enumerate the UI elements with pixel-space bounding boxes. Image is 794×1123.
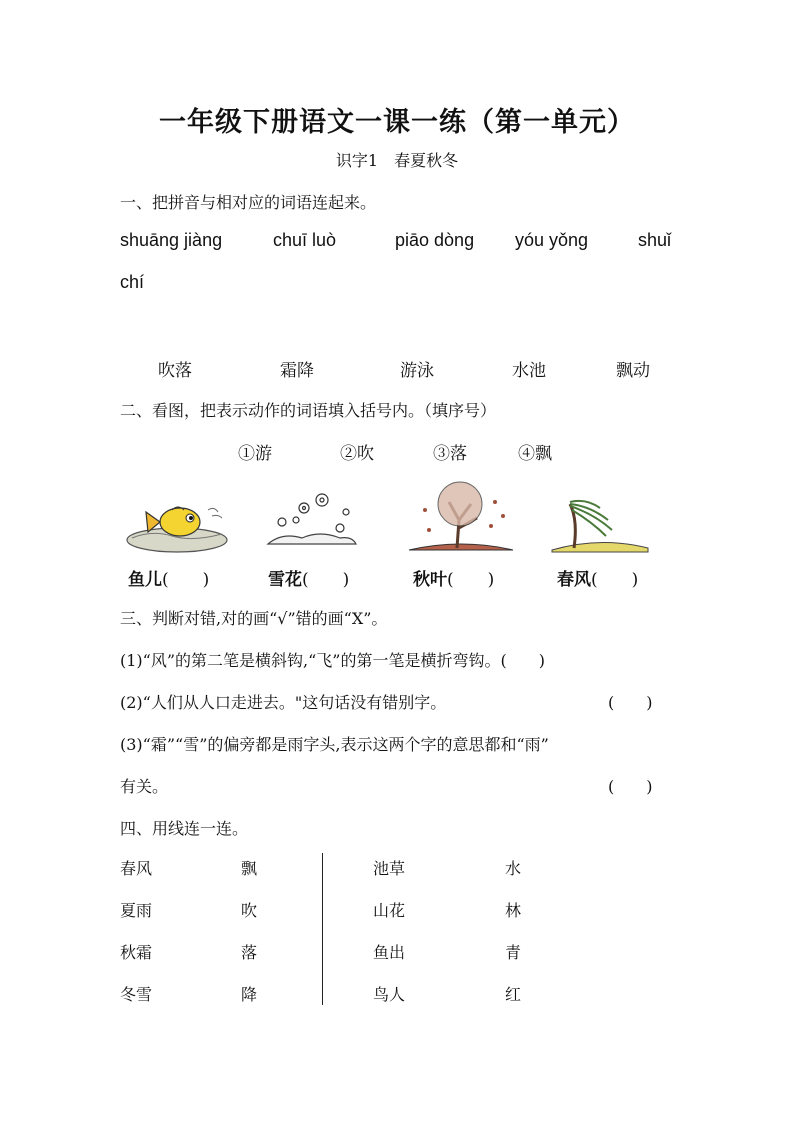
match-word: 林 xyxy=(505,901,522,920)
spring-wind-image xyxy=(550,480,650,558)
section1-heading: 一、把拼音与相对应的词语连起来。 xyxy=(120,193,377,212)
page-title: 一年级下册语文一课一练（第一单元） xyxy=(159,107,635,138)
fish-image xyxy=(122,480,234,558)
section3-heading: 三、判断对错,对的画“√”错的画“X”。 xyxy=(120,609,388,628)
option-item: ②吹 xyxy=(340,444,374,464)
pinyin-item: yóu yǒng xyxy=(515,230,589,250)
option-item: ①游 xyxy=(238,444,272,464)
word-item: 霜降 xyxy=(280,361,314,381)
pinyin-item: piāo dòng xyxy=(395,230,475,250)
match-word: 红 xyxy=(505,985,522,1004)
section4-heading: 四、用线连一连。 xyxy=(120,819,249,838)
autumn-leaf-label: 秋叶( ) xyxy=(413,570,495,590)
match-word: 池草 xyxy=(373,859,406,878)
match-word: 春风 xyxy=(120,859,153,878)
match-word: 秋霜 xyxy=(120,943,153,962)
word-item: 游泳 xyxy=(400,361,434,381)
spring-wind-label: 春风( ) xyxy=(557,570,639,590)
match-word: 山花 xyxy=(373,901,406,920)
question-3-cont: 有关。 xyxy=(120,777,169,796)
answer-paren: ( ) xyxy=(608,777,653,796)
answer-paren: ( ) xyxy=(608,693,653,712)
section2-heading: 二、看图，把表示动作的词语填入括号内。（填序号） xyxy=(120,401,497,420)
snow-image xyxy=(262,480,362,558)
word-item: 水池 xyxy=(512,361,546,381)
snow-label: 雪花( ) xyxy=(268,570,350,590)
pinyin-item: chí xyxy=(120,272,145,292)
match-word: 飘 xyxy=(241,859,258,878)
match-word: 鸟人 xyxy=(373,985,406,1004)
question-1: (1)“风”的第二笔是横斜钩,“飞”的第一笔是横折弯钩。( ) xyxy=(120,651,545,670)
question-3: (3)“霜”“雪”的偏旁都是雨字头,表示这两个字的意思都和“雨” xyxy=(120,735,549,754)
pinyin-item: chuī luò xyxy=(273,230,337,250)
pinyin-item: shuǐ xyxy=(638,230,672,250)
column-divider xyxy=(322,853,323,1005)
lesson-subtitle: 识字1 春夏秋冬 xyxy=(335,151,459,170)
option-item: ③落 xyxy=(433,444,467,464)
match-word: 冬雪 xyxy=(120,985,153,1004)
match-word: 落 xyxy=(241,943,258,962)
match-word: 青 xyxy=(505,943,522,962)
option-item: ④飘 xyxy=(518,444,552,464)
match-word: 鱼出 xyxy=(373,943,406,962)
question-2: (2)“人们从人口走进去。"这句话没有错别字。 xyxy=(120,693,447,712)
word-item: 吹落 xyxy=(158,361,192,381)
fish-label: 鱼儿( ) xyxy=(128,570,210,590)
pinyin-item: shuāng jiàng xyxy=(120,230,223,250)
match-word: 水 xyxy=(505,859,522,878)
match-word: 降 xyxy=(241,985,258,1004)
match-word: 夏雨 xyxy=(120,901,153,920)
word-item: 飘动 xyxy=(616,361,650,381)
autumn-tree-image xyxy=(405,480,517,558)
match-word: 吹 xyxy=(241,901,258,920)
